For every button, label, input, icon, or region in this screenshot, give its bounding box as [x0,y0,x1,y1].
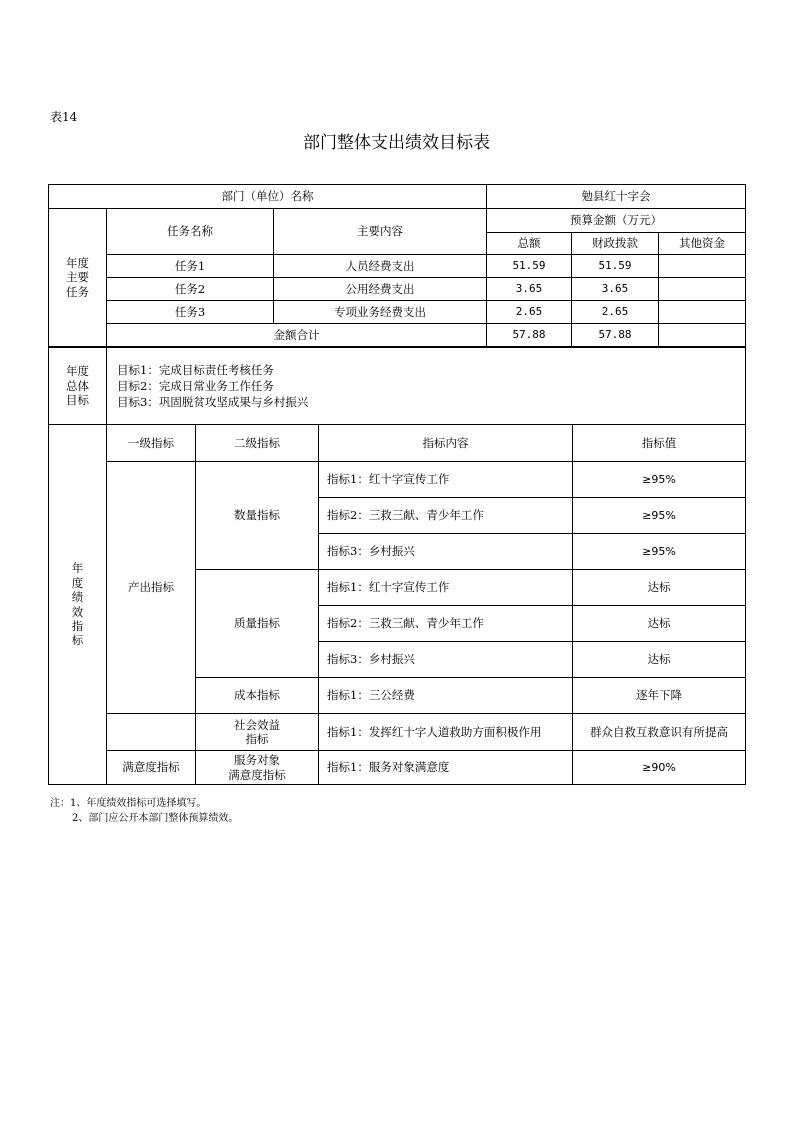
indicator-content: 指标1：发挥红十字人道救助方面积极作用 [319,714,573,751]
indicators-table [48,424,746,785]
level2-header: 二级指标 [196,425,319,462]
indicator-content: 指标1：三公经费 [319,678,573,714]
sum-row [49,324,746,347]
quality-indicator-label: 质量指标 [196,570,319,678]
goal-item: 目标3：巩固脱贫攻坚成果与乡村振兴 [117,395,309,409]
task-total: 51.59 [487,255,572,278]
indicator-value: ≥95% [573,498,746,534]
goal-item: 目标1：完成目标责任考核任务 [117,363,274,377]
sum-fiscal: 57.88 [572,324,659,347]
indicator-content: 指标1：红十字宣传工作 [319,570,573,606]
sum-label: 金额合计 [107,324,487,347]
indicator-value: 达标 [573,606,746,642]
task-name-header: 任务名称 [107,209,274,255]
task-content: 公用经费支出 [274,278,487,301]
task-name: 任务3 [107,301,274,324]
task-content: 人员经费支出 [274,255,487,278]
indicator-value: ≥90% [573,751,746,785]
indicator-value: 达标 [573,570,746,606]
fiscal-header: 财政拨款 [572,233,659,255]
goal-item: 目标2：完成日常业务工作任务 [117,379,274,393]
cost-indicator-label: 成本指标 [196,678,319,714]
tasks-section-label: 年度 主要 任务 [49,209,107,347]
task-fiscal: 2.65 [572,301,659,324]
goals-content [107,348,746,425]
indicator-value-header: 指标值 [573,425,746,462]
indicator-value: 群众自救互救意识有所提高 [573,714,746,751]
indicator-content: 指标1：服务对象满意度 [319,751,573,785]
goals-section-label: 年度 总体 目标 [49,348,107,425]
quantity-indicator-label: 数量指标 [196,462,319,570]
other-funds-header: 其他资金 [659,233,746,255]
task-fiscal: 51.59 [572,255,659,278]
unit-name-value: 勉县红十字会 [487,185,746,209]
budget-header: 预算金额（万元） [487,209,746,233]
task-name: 任务2 [107,278,274,301]
table-row [49,301,746,324]
goals-table [48,347,746,425]
table-row [49,278,746,301]
unit-name-label: 部门（单位）名称 [49,185,487,209]
table-row [49,255,746,278]
indicators-section-label: 年 度 绩 效 指 标 [49,425,107,785]
indicator-content: 指标2：三救三献、青少年工作 [319,606,573,642]
indicator-value: ≥95% [573,534,746,570]
footnotes [50,796,238,826]
indicator-value: ≥95% [573,462,746,498]
task-total: 2.65 [487,301,572,324]
table-row [49,751,746,785]
sum-other [659,324,746,347]
effect-indicator-blank [107,714,196,751]
level1-header: 一级指标 [107,425,196,462]
indicator-value: 达标 [573,642,746,678]
task-fiscal: 3.65 [572,278,659,301]
main-content-header: 主要内容 [274,209,487,255]
footnote-1: 注：1、年度绩效指标可选择填写。 [50,798,207,809]
indicator-content-header: 指标内容 [319,425,573,462]
table-number: 表14 [50,110,78,124]
task-total: 3.65 [487,278,572,301]
footnote-2: 2、部门应公开本部门整体预算绩效。 [72,813,239,824]
table-row [49,462,746,498]
task-name: 任务1 [107,255,274,278]
indicator-content: 指标3：乡村振兴 [319,642,573,678]
indicator-content: 指标2：三救三献、青少年工作 [319,498,573,534]
indicator-content: 指标1：红十字宣传工作 [319,462,573,498]
page-title: 部门整体支出绩效目标表 [303,133,490,153]
task-other [659,255,746,278]
satisfaction-indicator-label: 满意度指标 [107,751,196,785]
tasks-table [48,184,746,347]
table-row [49,714,746,751]
social-benefit-indicator-label: 社会效益 指标 [196,714,319,751]
task-other [659,301,746,324]
task-content: 专项业务经费支出 [274,301,487,324]
output-indicator-label: 产出指标 [107,462,196,714]
total-header: 总额 [487,233,572,255]
indicator-value: 逐年下降 [573,678,746,714]
indicator-content: 指标3：乡村振兴 [319,534,573,570]
sum-total: 57.88 [487,324,572,347]
task-other [659,278,746,301]
service-satisfaction-label: 服务对象 满意度指标 [196,751,319,785]
